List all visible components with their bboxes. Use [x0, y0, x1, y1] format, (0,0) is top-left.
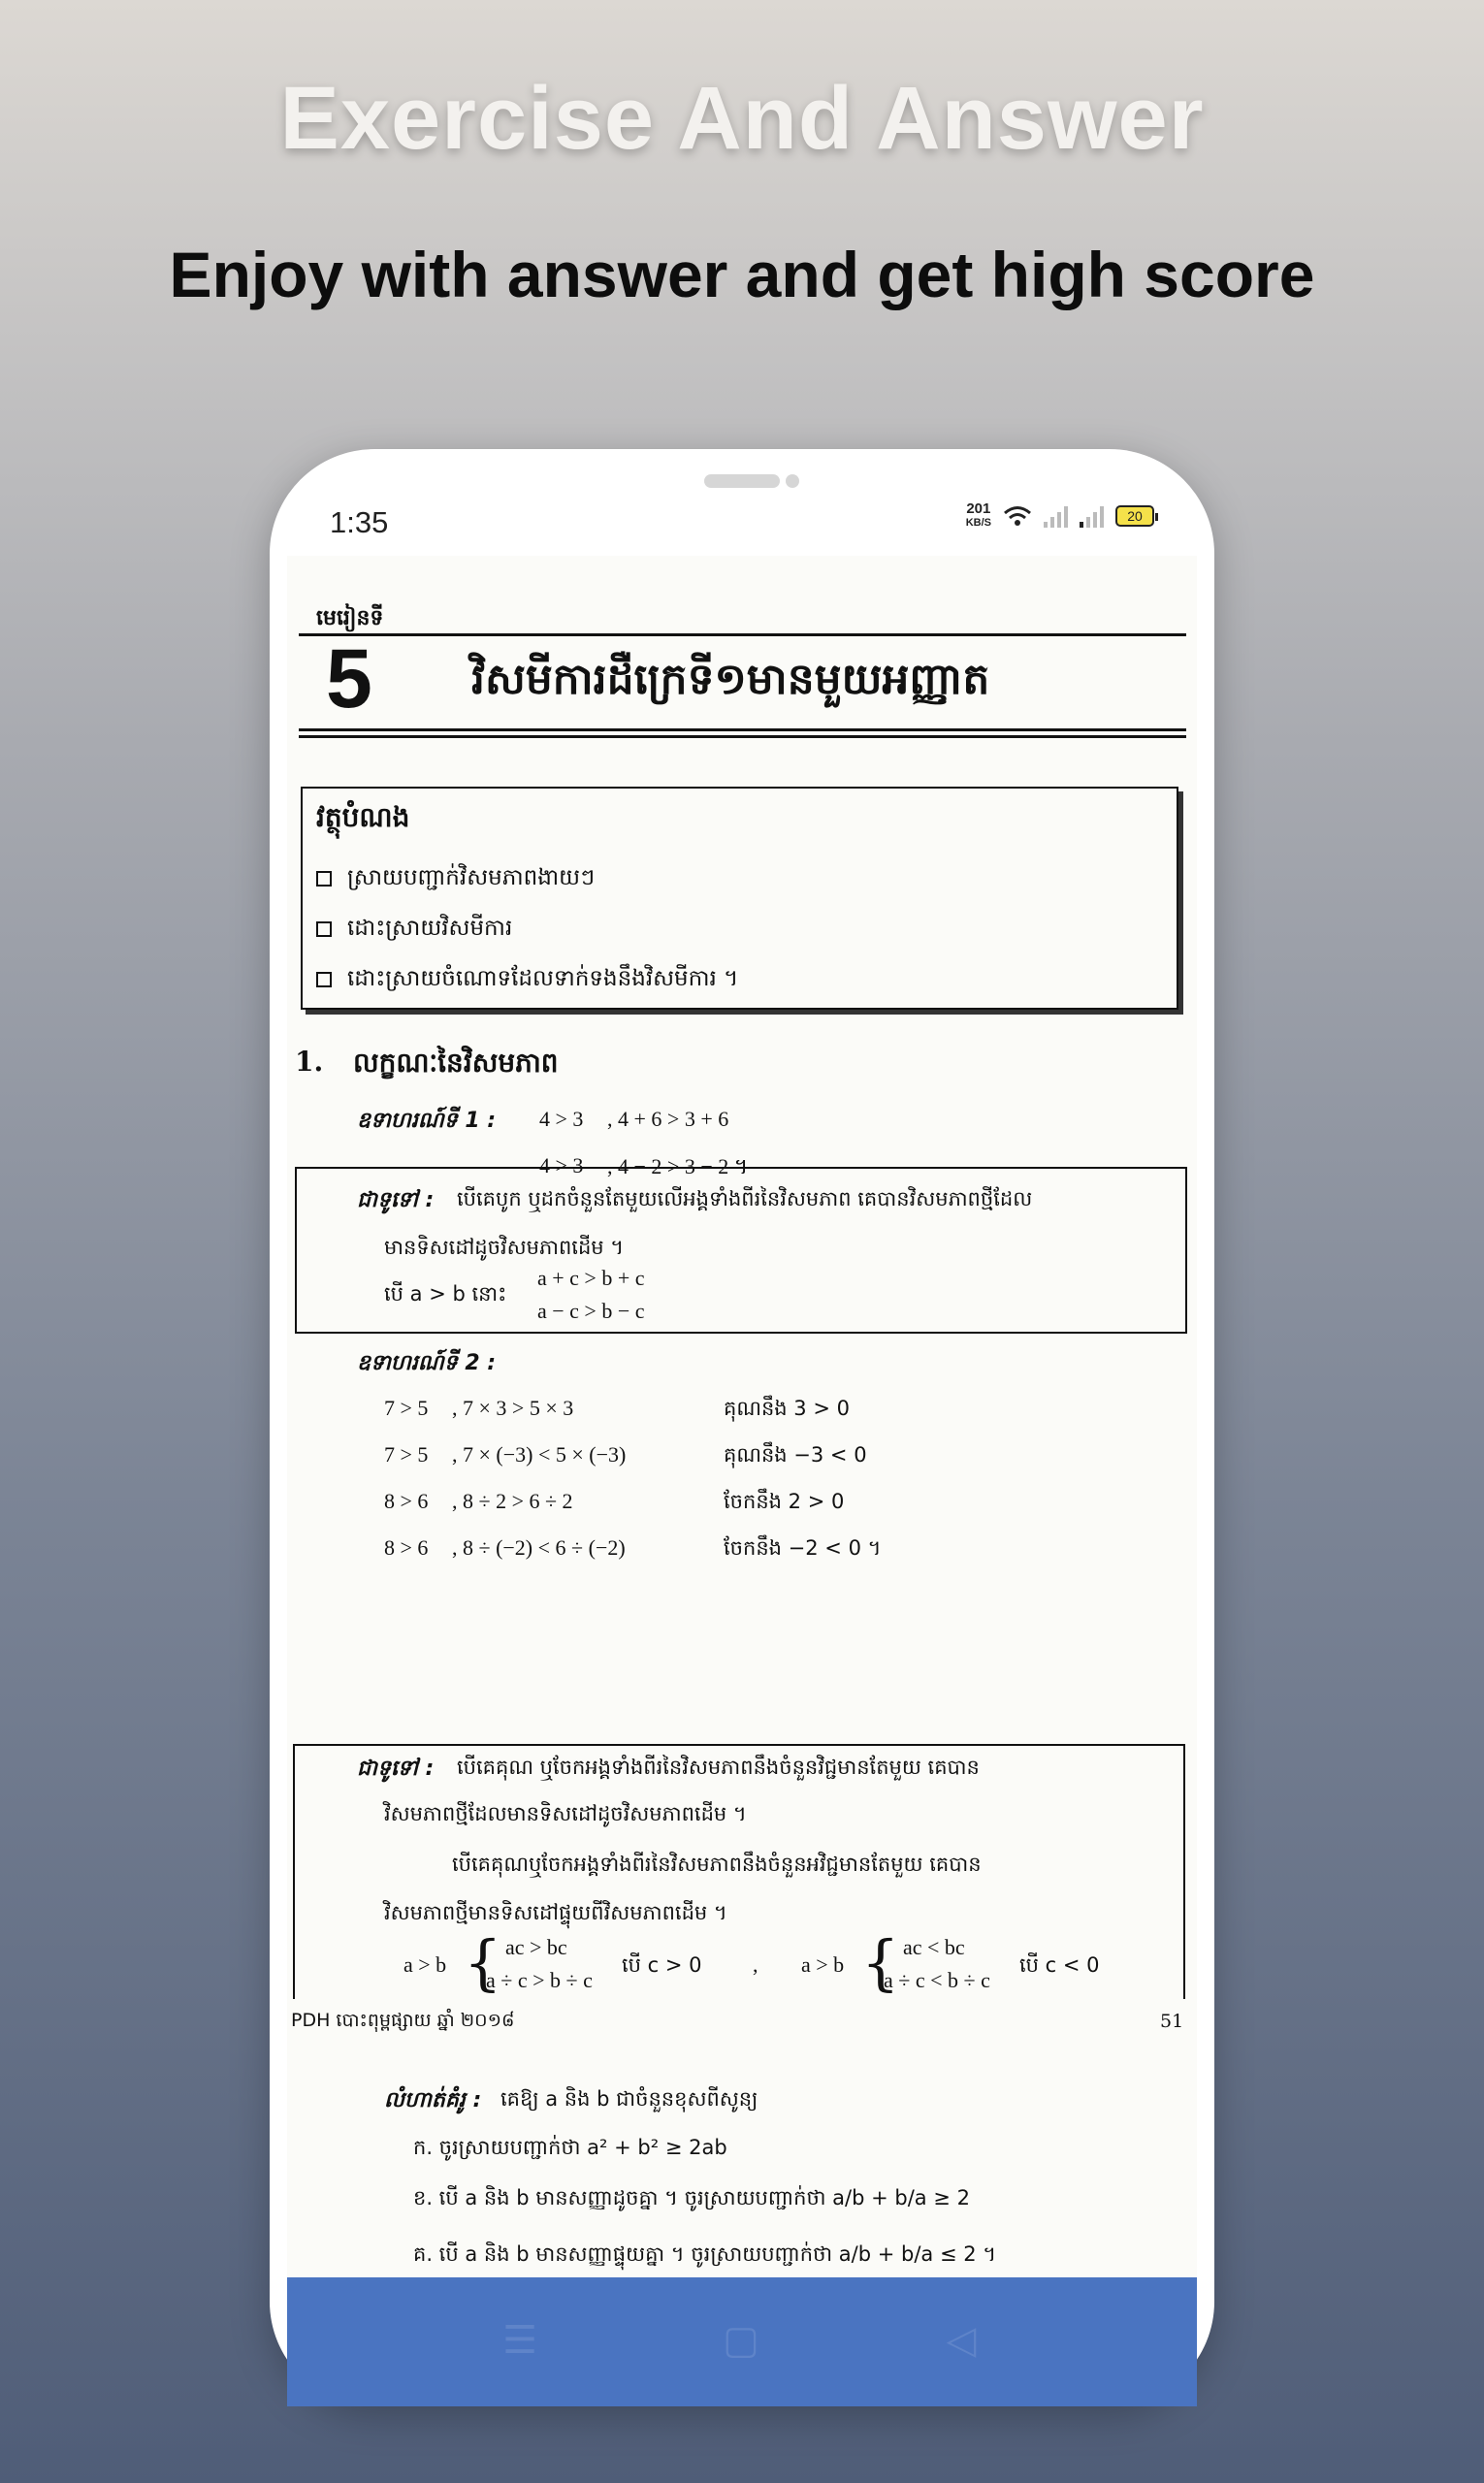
signal-icon-1	[1044, 504, 1068, 528]
status-bar	[330, 500, 1154, 548]
wifi-icon	[1003, 504, 1032, 528]
brace-icon: {	[464, 1927, 502, 1998]
section-number: 1.	[295, 1046, 324, 1078]
example1-line1a: 4 > 3	[539, 1107, 584, 1131]
objective-item: ដោះស្រាយចំណោទដែលទាក់ទងនឹងវិសមីការ ។	[316, 965, 738, 997]
front-camera	[786, 474, 799, 488]
speaker-grille	[704, 474, 780, 488]
net-speed	[966, 501, 991, 531]
note-box-2	[293, 1744, 1185, 2033]
net-speed-unit: KB/S	[965, 517, 991, 529]
menu-icon[interactable]: ☰	[502, 2318, 537, 2363]
note1-line1: បើគេបូក ឬដកចំនួនតែមួយលើអង្គទាំងពីរនៃវិសមភាព គេបានវិសមភាពថ្មីដែល	[457, 1187, 1033, 1210]
divider	[299, 735, 1186, 738]
note1-result1: a + c > b + c	[537, 1266, 645, 1290]
checkbox-icon	[316, 921, 332, 937]
exercise-label: លំហាត់គំរូ :	[384, 2088, 482, 2112]
example2-row-c: គុណនឹង 3 > 0	[724, 1397, 850, 1420]
example2-row-b: , 8 ÷ (−2) < 6 ÷ (−2)	[452, 1535, 626, 1560]
exercise-intro: គេឱ្យ a និង b ជាចំនួនខុសពីសូន្យ	[500, 2087, 758, 2111]
note1-result2: a − c > b − c	[537, 1299, 645, 1323]
brace-icon: {	[861, 1927, 900, 1998]
page-footer-left: PDH បោះពុម្ពផ្សាយ ឆ្នាំ ២០១៨	[291, 2010, 515, 2031]
exercise-q2: ខ. បើ a និង b មានសញ្ញាដូចគ្នា ។ ចូរស្រាយបញ្ជាក់ថា a/b + b/a ≥ 2	[413, 2186, 970, 2209]
objective-item: ដោះស្រាយវិសមីការ	[316, 915, 512, 947]
note2-right-result2: a ÷ c < b ÷ c	[884, 1968, 990, 1992]
example1-line2b: , 4 − 2 > 3 − 2 ។	[607, 1154, 749, 1178]
lesson-title: វិសមីការដឺក្រេទី១មានមួយអញ្ញាត	[471, 655, 990, 704]
example2-row-b: , 7 × 3 > 5 × 3	[452, 1396, 574, 1420]
promo-headline: Exercise And Answer	[279, 69, 1205, 168]
promo-subline: Enjoy with answer and get high score	[169, 239, 1315, 310]
example1-line2a: 4 > 3	[539, 1153, 584, 1177]
exercise-q3: គ. បើ a និង b មានសញ្ញាផ្ទុយគ្នា ។ ចូរស្រាយបញ្ជាក់ថា a/b + b/a ≤ 2 ។	[413, 2242, 997, 2266]
example2-row-a: 8 > 6	[384, 1489, 429, 1513]
phone-frame	[270, 449, 1214, 2406]
page-number: 51	[1160, 2011, 1184, 2032]
note2-right-condition: បើ c < 0	[1019, 1953, 1100, 1977]
example2-row-c: ចែកនឹង −2 < 0 ។	[724, 1536, 882, 1560]
example1-line1b: , 4 + 6 > 3 + 6	[607, 1107, 729, 1131]
status-time: 1:35	[330, 505, 389, 539]
note2-line1: បើគេគុណ ឬចែកអង្គទាំងពីរនៃវិសមភាពនឹងចំនួនវិជ្ជមានតែមួយ គេបាន	[457, 1756, 980, 1779]
note2-right-premise: a > b	[801, 1952, 845, 1977]
note2-line2: វិសមភាពថ្មីដែលមានទិសដៅដូចវិសមភាពដើម ។	[384, 1802, 747, 1825]
example2-row-c: គុណនឹង −3 < 0	[724, 1443, 867, 1467]
divider	[299, 633, 1186, 636]
note1-cond: បើ a > b នោះ	[384, 1282, 507, 1306]
note2-line4: វិសមភាពថ្មីមានទិសដៅផ្ទុយពីវិសមភាពដើម ។	[384, 1901, 727, 1924]
example2-row-a: 7 > 5	[384, 1442, 429, 1467]
note2-line3: បើគេគុណឬចែកអង្គទាំងពីរនៃវិសមភាពនឹងចំនួនអវិជ្ជមានតែមួយ គេបាន	[452, 1853, 982, 1876]
checkbox-icon	[316, 871, 332, 887]
note2-left-result1: ac > bc	[505, 1935, 567, 1959]
note2-left-premise: a > b	[403, 1952, 447, 1977]
navigation-bar	[287, 2277, 1197, 2406]
checkbox-icon	[316, 972, 332, 987]
signal-icon-2	[1080, 504, 1104, 528]
example2-row-c: ចែកនឹង 2 > 0	[724, 1490, 845, 1513]
objective-item: ស្រាយបញ្ជាក់វិសមភាពងាយៗ	[316, 864, 595, 896]
note2-left-result2: a ÷ c > b ÷ c	[486, 1968, 593, 1992]
home-icon[interactable]: ▢	[723, 2318, 759, 2363]
note1-label: ជាទូទៅ :	[357, 1188, 435, 1212]
section-title: លក្ខណៈនៃវិសមភាព	[353, 1047, 559, 1079]
example2-row-b: , 8 ÷ 2 > 6 ÷ 2	[452, 1489, 573, 1513]
divider	[299, 728, 1186, 731]
back-icon[interactable]: ◁	[946, 2318, 977, 2363]
example2-row-a: 8 > 6	[384, 1535, 429, 1560]
note2-separator: ,	[753, 1952, 758, 1977]
note1-line2: មានទិសដៅដូចវិសមភាពដើម ។	[384, 1236, 625, 1259]
note2-label: ជាទូទៅ :	[357, 1757, 435, 1781]
example2-label: ឧទាហរណ៍ទី 2 :	[357, 1351, 497, 1375]
note2-right-result1: ac < bc	[903, 1935, 965, 1959]
net-speed-value: 201	[966, 500, 991, 517]
note2-left-condition: បើ c > 0	[622, 1953, 702, 1977]
example2-row-b: , 7 × (−3) < 5 × (−3)	[452, 1442, 627, 1467]
lesson-number: 5	[326, 632, 372, 726]
objectives-title: វត្ថុបំណង	[316, 801, 410, 833]
exercise-q1: ក. ចូរស្រាយបញ្ជាក់ថា a² + b² ≥ 2ab	[413, 2136, 727, 2159]
battery-icon: 20	[1115, 505, 1154, 527]
lesson-label: មេរៀនទី	[316, 606, 384, 630]
example2-row-a: 7 > 5	[384, 1396, 429, 1420]
example1-label: ឧទាហរណ៍ទី 1 :	[357, 1109, 497, 1133]
document-page-lower	[287, 1999, 1197, 2277]
